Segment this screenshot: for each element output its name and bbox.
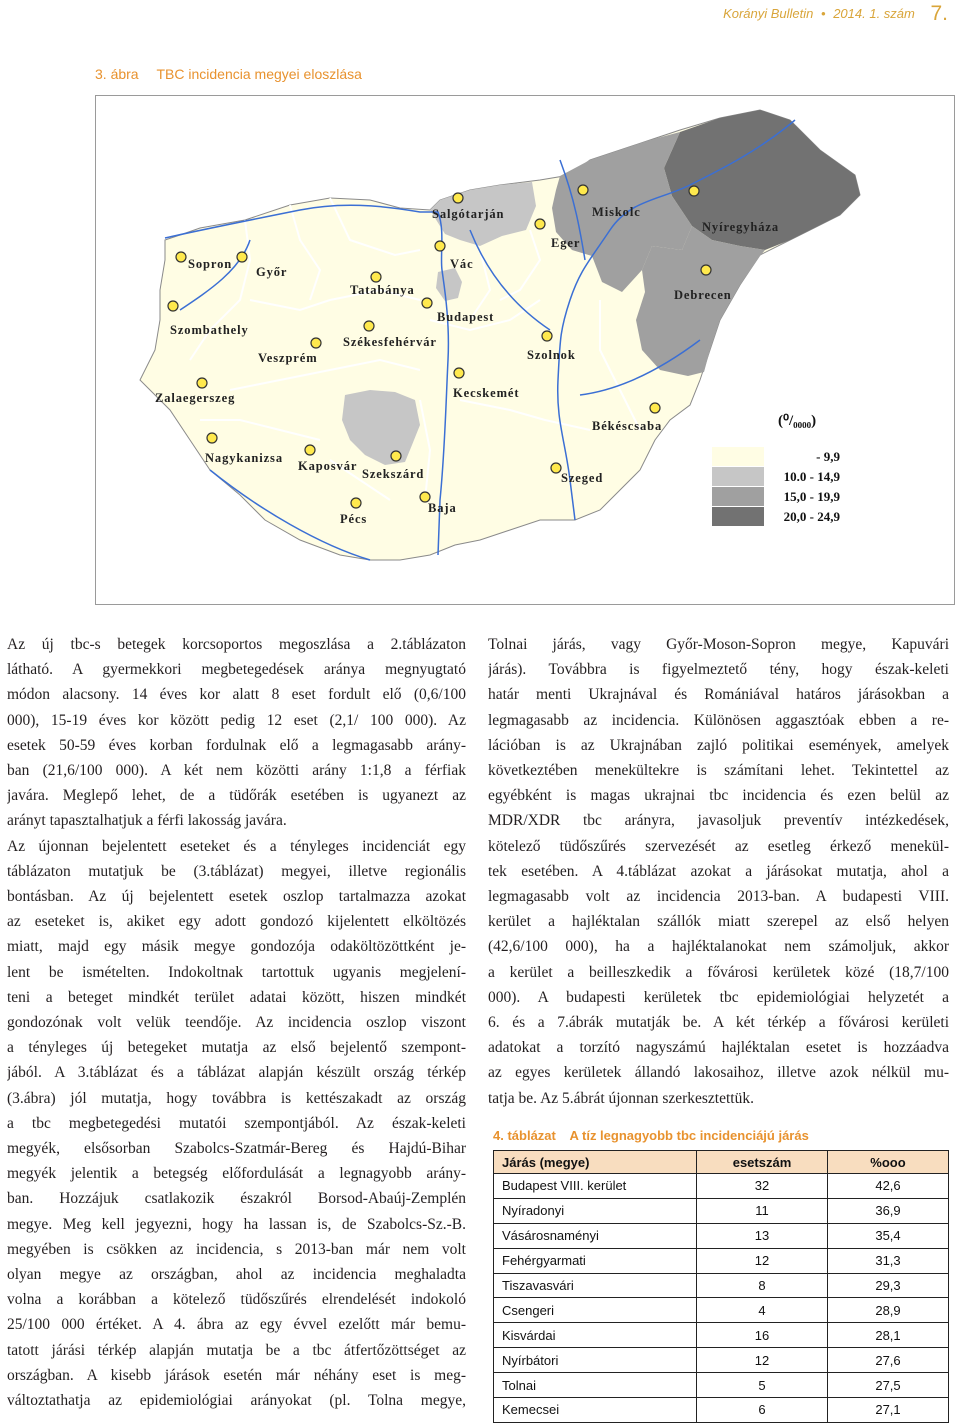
city-label: Nagykanizsa — [205, 451, 283, 465]
city-dot — [689, 186, 699, 196]
city-dot — [453, 193, 463, 203]
city-label: Szekszárd — [362, 467, 425, 481]
incidence-table — [493, 1150, 949, 1423]
body-line: megyében is csökken az incidencia, s 2013-ban már nem volt — [7, 1240, 466, 1258]
body-column-right — [488, 632, 949, 1111]
body-line: kötelező tüdőszűrés szervezését az esetleg érkező menekül- — [488, 837, 949, 855]
body-line: 000). A budapesti kerületek tbc epidemiológiai helyzetét a — [488, 988, 949, 1006]
table-header-row — [494, 1151, 949, 1174]
city-dot — [197, 378, 207, 388]
body-line: megyék, elsősorban Szabolcs-Szatmár-Bereg és Hajdú-Bihar — [7, 1140, 466, 1158]
city-label: Budapest — [437, 310, 495, 324]
city-label: Debrecen — [674, 288, 732, 302]
table-row — [494, 1348, 949, 1373]
body-line: jából. A 3.táblázat és a táblázat alapján készült ország térkép — [7, 1064, 466, 1082]
legend-swatch — [712, 487, 764, 506]
figure-number: 3. ábra — [95, 66, 139, 82]
city-dot — [311, 338, 321, 348]
body-line: legmagasabb volt az incidencia 2013-ban. A budapesti VIII. — [488, 888, 949, 906]
table-cell-incidencia: 29,3 — [828, 1273, 949, 1298]
table-row — [494, 1298, 949, 1323]
city-dot — [207, 433, 217, 443]
table-caption — [493, 1128, 809, 1143]
city-label: Pécs — [340, 512, 368, 526]
legend-swatch — [712, 447, 764, 466]
city-label: Veszprém — [258, 351, 318, 365]
table-header-incidencia: %ooo — [828, 1151, 949, 1174]
city-label: Zalaegerszeg — [155, 391, 236, 405]
city-dot — [551, 463, 561, 473]
body-line: látható. A gyermekkori megbetegedések aránya megnyugtató — [7, 661, 466, 679]
incidence-map — [95, 95, 955, 605]
table-cell-jaras: Nyíradonyi — [494, 1198, 697, 1223]
body-line: lent be ismételten. Indokoltnak tartottuk ugyanis megjelení- — [7, 963, 466, 981]
city-label: Tatabánya — [350, 283, 415, 297]
body-line: volna a korábban a kötelező tüdőszűrés elrendelését indokoló — [7, 1291, 466, 1309]
body-line: az egyes kerületek állandó lakosaihoz, illetve azok nélkül mu- — [488, 1064, 949, 1082]
city-label: Győr — [256, 265, 288, 279]
city-dot — [305, 445, 315, 455]
table-body — [494, 1174, 949, 1423]
body-line: megye. Meg kell jegyezni, hogy ha lassan is, de Szabolcs-Sz.-B. — [7, 1215, 466, 1233]
table-header-jaras: Járás (megye) — [494, 1151, 697, 1174]
table-title: A tíz legnagyobb tbc incidenciájú járás — [569, 1128, 809, 1143]
city-dot — [542, 331, 552, 341]
body-line: 25/100 000 értéket. A 4. ábra az egy évvel ezelőtt már bemu- — [7, 1316, 466, 1334]
table-header-esetszam: esetszám — [697, 1151, 828, 1174]
issue-label: 2014. 1. szám — [833, 6, 915, 21]
body-line: a kerület a beilleszkedik a fővárosi kerületek közé (18,7/100 — [488, 963, 949, 981]
city-label: Miskolc — [592, 205, 641, 219]
legend-label: - 9,9 — [816, 449, 840, 464]
table-cell-jaras: Tolnai — [494, 1373, 697, 1398]
body-column-left — [7, 632, 466, 1413]
table-cell-esetszam: 13 — [697, 1223, 828, 1248]
body-line: ban (21,6/100 000). A két nem közötti arány 1:1,8 a férfiak — [7, 762, 466, 780]
body-line: következtében menekültekre is számítani lehet. Tekintettel az — [488, 762, 949, 780]
city-dot — [578, 185, 588, 195]
table-row — [494, 1223, 949, 1248]
table-cell-incidencia: 27,1 — [828, 1398, 949, 1423]
body-line: (3.ábra) jól mutatja, hogy továbbra is kettészakadt az ország — [7, 1089, 466, 1107]
table-row — [494, 1248, 949, 1273]
legend-label: 10.0 - 14,9 — [783, 469, 840, 484]
legend-swatch — [712, 467, 764, 486]
table-cell-jaras: Csengeri — [494, 1298, 697, 1323]
table-cell-esetszam: 12 — [697, 1348, 828, 1373]
city-dot — [237, 252, 247, 262]
running-header — [723, 2, 948, 26]
body-line: Az újonnan bejelentett eseteket és a tényleges incidenciát egy — [7, 837, 466, 855]
body-line: javára. Meglepő lehet, de a tüdőrák esetében is ugyanezt az — [7, 787, 466, 805]
table-cell-esetszam: 11 — [697, 1198, 828, 1223]
city-label: Sopron — [188, 257, 233, 271]
table-row — [494, 1398, 949, 1423]
table-cell-jaras: Kisvárdai — [494, 1323, 697, 1348]
city-label: Kecskemét — [453, 386, 520, 400]
body-line: 000), 15-19 éves kor között pedig 12 eset (2,1/ 100 000). Az — [7, 711, 466, 729]
table-cell-incidencia: 28,9 — [828, 1298, 949, 1323]
table-cell-esetszam: 32 — [697, 1174, 828, 1199]
table-cell-jaras: Budapest VIII. kerület — [494, 1174, 697, 1199]
body-line: teni a beteget mindkét terület adatai között, hiszen mindkét — [7, 988, 466, 1006]
city-dot — [422, 298, 432, 308]
body-line: kerület a hajléktalan szállók miatt szerepel az első helyen — [488, 913, 949, 931]
table-cell-incidencia: 36,9 — [828, 1198, 949, 1223]
body-line: olyan megye az országban, ahol az incidencia meghaladta — [7, 1266, 466, 1284]
table-cell-incidencia: 35,4 — [828, 1223, 949, 1248]
city-dot — [351, 498, 361, 508]
figure-title: TBC incidencia megyei eloszlása — [156, 66, 362, 82]
body-line: ban. Hozzájuk csatlakozik északról Borsod-Abaúj-Zemplén — [7, 1190, 466, 1208]
city-dot — [176, 252, 186, 262]
table-row — [494, 1198, 949, 1223]
hungary-map-svg — [96, 96, 954, 604]
body-line: gondozónak volt velük teendője. Az incidencia oszlop viszont — [7, 1014, 466, 1032]
legend-label: 15,0 - 19,9 — [783, 489, 840, 504]
table-cell-incidencia: 42,6 — [828, 1174, 949, 1199]
body-line: határ menti Ukrajnával és Romániával határos járásokban a — [488, 686, 949, 704]
body-line: módon alacsony. 14 éves kor alatt 8 eset fordult elő (0,6/100 — [7, 686, 466, 704]
body-line: MDR/XDR tbc arányra, javasoljuk preventív intézkedések, — [488, 812, 949, 830]
legend-label: 20,0 - 24,9 — [783, 509, 840, 524]
body-line: Tolnai járás, vagy Győr-Moson-Sopron megye, Kapuvári — [488, 636, 949, 653]
table-cell-esetszam: 6 — [697, 1398, 828, 1423]
figure-caption — [95, 66, 362, 82]
legend-unit: (⁰/₀₀₀₀) — [778, 413, 817, 429]
city-dot — [435, 241, 445, 251]
table-row — [494, 1323, 949, 1348]
body-line: a tényleges új betegeket mutatja az első bejelentő szempont- — [7, 1039, 466, 1057]
body-line: járás). Továbbra is figyelmeztető tény, hogy észak-keleti — [488, 661, 949, 679]
table-cell-esetszam: 8 — [697, 1273, 828, 1298]
city-dot — [364, 321, 374, 331]
header-bullet: • — [821, 6, 826, 21]
body-line: megyék jelentik a betegség előfordulását a legnagyobb arány- — [7, 1165, 466, 1183]
table-cell-jaras: Nyírbátori — [494, 1348, 697, 1373]
body-line: esetek 50-59 éves korban fordulnak elő a legmagasabb arány- — [7, 736, 466, 754]
body-line: tatott járási térkép alapján mutatja be a tbc átfertőzöttséget az — [7, 1341, 466, 1359]
body-line: bontásban. Az új bejelentett esetek oszlop tartalmazza azokat — [7, 888, 466, 906]
page-number: 7. — [930, 2, 948, 25]
body-line: a tbc megbetegedési mutatói szempontjából. Az észak-keleti — [7, 1114, 466, 1132]
table-cell-incidencia: 31,3 — [828, 1248, 949, 1273]
body-line: az eseteket is, akiket egy adott gondozó kijelentett elköltözés — [7, 913, 466, 931]
body-line: tatja be. Az 5.ábrát újonnan szerkesztettük. — [488, 1089, 754, 1107]
city-dot — [535, 219, 545, 229]
city-label: Baja — [428, 501, 457, 515]
body-line: táblázaton mutatjuk be (3.táblázat) megyei, illetve regionális — [7, 862, 466, 880]
table-cell-jaras: Fehérgyarmati — [494, 1248, 697, 1273]
body-line: legmagasabb az incidencia. Különösen aggasztóak ebben a re- — [488, 711, 949, 729]
body-line: tek esetében. A 4.táblázat azokat a járásokat mutatja, ahol a — [488, 862, 949, 880]
city-label: Nyíregyháza — [702, 220, 780, 234]
city-label: Szeged — [561, 471, 604, 485]
city-label: Szolnok — [527, 348, 576, 362]
city-label: Salgótarján — [432, 207, 505, 221]
table-cell-esetszam: 5 — [697, 1373, 828, 1398]
journal-name: Korányi Bulletin — [723, 6, 814, 21]
table-row — [494, 1174, 949, 1199]
body-line: 6. és a 7.ábrák mutatják be. A két térkép a fővárosi kerületi — [488, 1014, 949, 1032]
city-dot — [454, 368, 464, 378]
table-cell-esetszam: 16 — [697, 1323, 828, 1348]
body-line: lációban is az Ukrajnában zajló politikai események, amelyek — [488, 736, 949, 754]
body-line: országban. A kisebb járások esetén már néhány eset is meg- — [7, 1366, 466, 1384]
city-label: Székesfehérvár — [343, 335, 437, 349]
city-label: Békéscsaba — [592, 419, 663, 433]
table-cell-incidencia: 28,1 — [828, 1323, 949, 1348]
table-row — [494, 1273, 949, 1298]
table-cell-jaras: Vásárosnaményi — [494, 1223, 697, 1248]
table-cell-incidencia: 27,5 — [828, 1373, 949, 1398]
table-row — [494, 1373, 949, 1398]
city-label: Szombathely — [170, 323, 249, 337]
city-dot — [371, 272, 381, 282]
table-cell-incidencia: 27,6 — [828, 1348, 949, 1373]
table-cell-esetszam: 12 — [697, 1248, 828, 1273]
body-line: arányt tapasztalhatjuk a férfi lakosság javára. — [7, 812, 287, 830]
table-number: 4. táblázat — [493, 1128, 556, 1143]
table-cell-jaras: Tiszavasvári — [494, 1273, 697, 1298]
legend-swatch — [712, 507, 764, 526]
city-dot — [391, 451, 401, 461]
city-dot — [701, 265, 711, 275]
body-line: Az új tbc-s betegek korcsoportos megoszlása a 2.táblázaton — [7, 636, 466, 653]
city-dot — [168, 301, 178, 311]
body-line: miatt, majd egy másik megye gondozója odaköltözöttként je- — [7, 938, 466, 956]
city-label: Eger — [551, 236, 581, 250]
body-line: egyébként is magas ukrajnai tbc incidencia és ezen belül az — [488, 787, 949, 805]
city-label: Kaposvár — [298, 459, 358, 473]
body-line: (42,6/100 000), ha a hajléktalanokat nem számoljuk, akkor — [488, 938, 949, 956]
body-line: adatokat a torzító nagyszámú hajléktalan esetet is hozzáadva — [488, 1039, 949, 1057]
city-dot — [650, 403, 660, 413]
city-label: Vác — [450, 257, 474, 271]
table-cell-esetszam: 4 — [697, 1298, 828, 1323]
map-legend — [712, 413, 840, 526]
table-cell-jaras: Kemecsei — [494, 1398, 697, 1423]
body-line: változtathatja az epidemiológiai arányokat (pl. Tolna megye, — [7, 1392, 466, 1410]
